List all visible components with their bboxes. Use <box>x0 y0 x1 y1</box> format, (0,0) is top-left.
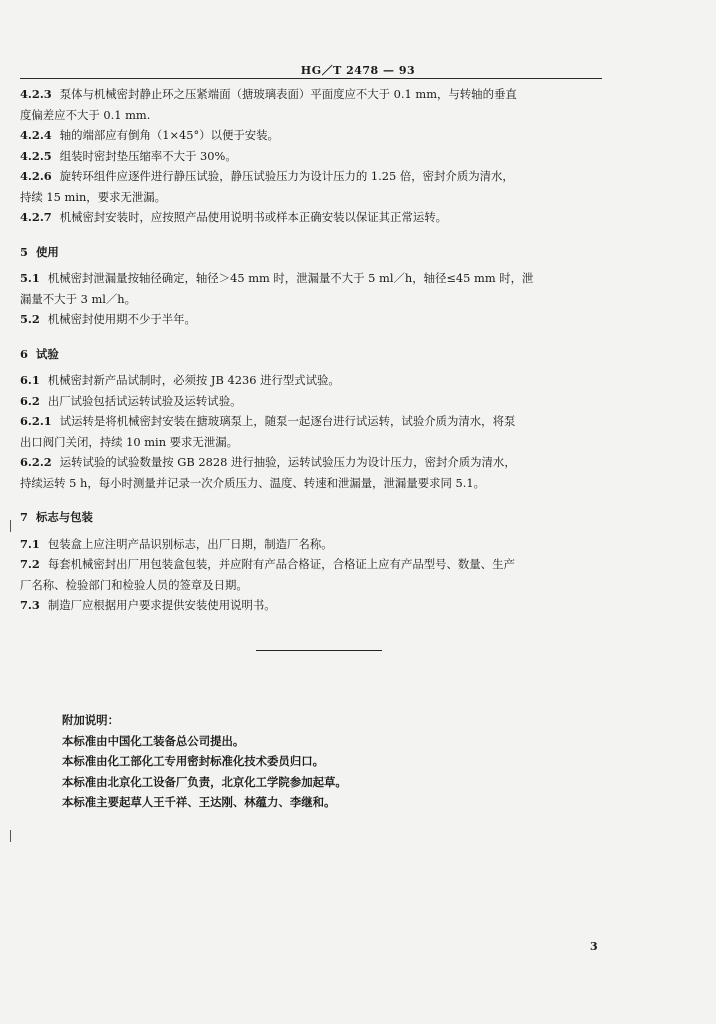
clause-line <box>20 187 608 208</box>
clause-line <box>20 370 608 391</box>
clause-line <box>20 125 608 146</box>
clause-text: 轴的端部应有倒角（1×45°）以便于安装。 <box>59 128 279 142</box>
clause-text: 机械密封新产品试制时，必须按 JB 4236 进行型式试验。 <box>47 373 340 387</box>
clause-text: 机械密封泄漏量按轴径确定，轴径＞45 mm 时，泄漏量不大于 5 ml／h，轴径≤45 mm 时，泄 <box>47 271 534 285</box>
end-rule <box>256 650 382 651</box>
clause-number: 4.2.5 <box>20 148 52 163</box>
appendix-line: 本标准由北京化工设备厂负责，北京化工学院参加起草。 <box>62 774 347 789</box>
clause-line <box>20 575 608 596</box>
appendix-title: 附加说明： <box>62 713 119 727</box>
clause-text: 出厂试验包括试运转试验及运转试验。 <box>47 393 242 408</box>
clause-text: 持续 15 min，要求无泄漏。 <box>20 189 167 204</box>
section-7-title: 7 标志与包装 <box>20 510 93 524</box>
clause-text: 制造厂应根据用户要求提供安装使用说明书。 <box>47 598 276 612</box>
clause-text: 组装时密封垫压缩率不大于 30%。 <box>59 148 237 163</box>
clause-number: 6.2.2 <box>20 455 52 469</box>
clause-text: 每套机械密封出厂用包装盒包装，并应附有产品合格证，合格证上应有产品型号、数量、生产 <box>47 557 515 571</box>
clause-number: 5.1 <box>20 271 40 285</box>
clause-number: 5.2 <box>20 312 40 326</box>
clause-number: 7.2 <box>20 557 40 571</box>
clause-number: 7.1 <box>20 536 40 551</box>
header-rule <box>20 78 602 79</box>
clause-text: 出口阀门关闭，持续 10 min 要求无泄漏。 <box>20 434 238 449</box>
clause-line <box>20 534 608 555</box>
clause-line <box>20 554 608 575</box>
clause-line <box>20 105 608 126</box>
clause-text: 包装盒上应注明产品识别标志，出厂日期，制造厂名称。 <box>47 536 333 551</box>
clause-number: 4.2.4 <box>20 128 52 142</box>
standard-header: HG／T 2478 — 93 <box>300 64 416 77</box>
appendix-line: 本标准主要起草人王千祥、王达刚、林蕴力、李继和。 <box>62 795 336 809</box>
clause-line <box>20 309 608 330</box>
clause-text: 持续运转 5 h，每小时测量并记录一次介质压力、温度、转速和泄漏量，泄漏量要求同 5.1。 <box>20 475 486 490</box>
clause-text: 机械密封安装时，应按照产品使用说明书或样本正确安装以保证其正常运转。 <box>59 210 448 224</box>
margin-mark <box>10 520 11 532</box>
clause-line <box>20 411 608 432</box>
clause-number: 4.2.6 <box>20 169 52 183</box>
clause-text: 机械密封使用期不少于半年。 <box>47 312 196 326</box>
appendix-line: 本标准由中国化工装备总公司提出。 <box>62 733 245 748</box>
appendix-line: 本标准由化工部化工专用密封标准化技术委员归口。 <box>62 754 324 768</box>
clause-line <box>20 473 608 494</box>
clause-line <box>20 84 608 105</box>
clause-text: 运转试验的试验数量按 GB 2828 进行抽验，运转试验压力为设计压力，密封介质为清水， <box>59 455 516 469</box>
clause-text: 旋转环组件应逐件进行静压试验，静压试验压力为设计压力的 1.25 倍，密封介质为清水， <box>59 169 514 183</box>
section-4-clauses <box>20 84 608 228</box>
margin-mark <box>10 830 11 842</box>
section-6-title: 6 试验 <box>20 346 59 361</box>
clause-line <box>20 452 608 473</box>
section-7-clauses <box>20 534 608 616</box>
appendix-notes <box>62 710 482 813</box>
clause-number: 6.2 <box>20 393 40 408</box>
clause-line <box>20 268 608 289</box>
clause-number: 6.2.1 <box>20 414 52 428</box>
clause-line <box>20 146 608 167</box>
section-6-clauses <box>20 370 608 493</box>
clause-number: 6.1 <box>20 373 40 387</box>
clause-line <box>20 391 608 412</box>
section-5-title: 5 使用 <box>20 244 59 259</box>
clause-text: 试运转是将机械密封安装在搪玻璃泵上，随泵一起逐台进行试运转，试验介质为清水，将泵 <box>59 414 516 428</box>
page-number: 3 <box>590 940 598 953</box>
clause-line <box>20 207 608 228</box>
clause-text: 漏量不大于 3 ml／h。 <box>20 291 137 306</box>
clause-number: 4.2.7 <box>20 210 52 224</box>
clause-text: 泵体与机械密封静止环之压紧端面（搪玻璃表面）平面度应不大于 0.1 mm，与转轴的垂直 <box>59 87 517 101</box>
section-5-clauses <box>20 268 608 330</box>
clause-text: 度偏差应不大于 0.1 mm. <box>20 107 151 122</box>
clause-text: 厂名称、检验部门和检验人员的签章及日期。 <box>20 577 248 592</box>
clause-number: 4.2.3 <box>20 87 52 101</box>
clause-number: 7.3 <box>20 598 40 612</box>
clause-line <box>20 289 608 310</box>
clause-line <box>20 432 608 453</box>
document-body <box>20 84 608 616</box>
clause-line <box>20 166 608 187</box>
clause-line <box>20 595 608 616</box>
